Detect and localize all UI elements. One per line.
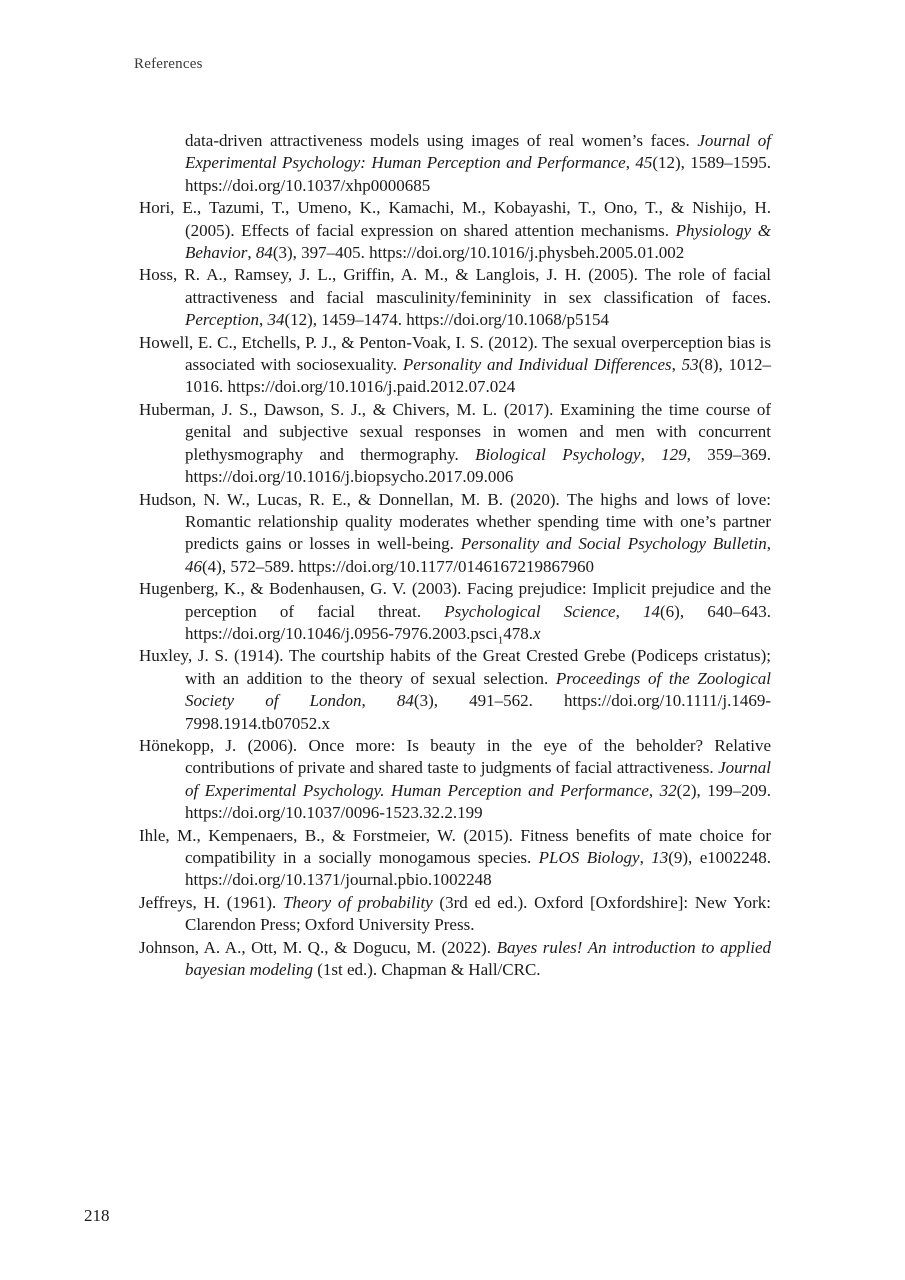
reference-entry [139, 130, 771, 197]
reference-text-run: (8), 1012–1016. https://doi.org/10.1016/j.paid.2012.07.024 [185, 355, 772, 397]
reference-text-run: Huberman, J. S., Dawson, S. J., & Chivers, M. L. (2017). Examining the time course of genital and subjective sexual responses in women and men with concurrent plethysmography and thermography. [139, 399, 771, 464]
reference-entry [139, 892, 771, 937]
reference-text-run: Huxley, J. S. (1914). The courtship habits of the Great Crested Grebe (Podiceps cristatus); with an addition to the theory of sexual selection. [139, 646, 771, 688]
reference-italic-run: Physiology & Behavior [185, 220, 771, 263]
reference-text-run: (9), e1002248. https://doi.org/10.1371/journal.pbio.1002248 [185, 848, 772, 890]
reference-text-run: , [766, 534, 771, 554]
reference-entry [139, 332, 771, 399]
reference-entry [139, 489, 771, 579]
reference-italic-run: PLOS Biology [538, 848, 640, 867]
reference-entry [139, 735, 771, 825]
reference-italic-run: Personality and Individual Differences [402, 355, 672, 375]
reference-text-run: (4), 572–589. https://doi.org/10.1177/0146167219867960 [202, 556, 594, 576]
reference-text-run: , [247, 243, 256, 263]
reference-italic-run: Proceedings of the Zoological Society of London [185, 668, 771, 711]
reference-text-run: data-driven attractiveness models using images of real women’s faces. [185, 131, 698, 150]
reference-text-run: Hugenberg, K., & Bodenhausen, G. V. (2003). Facing prejudice: Implicit prejudice and the perception of facial threat. [139, 579, 771, 621]
page-number: 218 [84, 1206, 110, 1225]
reference-subscript-run: 1 [497, 634, 504, 647]
reference-text-run: , [258, 310, 268, 330]
reference-italic-run: 32 [659, 780, 677, 800]
reference-text-run: (2), 199–209. https://doi.org/10.1037/0096-1523.32.2.199 [185, 780, 772, 823]
reference-text-run: (6), 640–643. https://doi.org/10.1046/j.0956-7976.2003.psci [185, 601, 771, 643]
reference-italic-run: 129 [661, 444, 687, 464]
reference-italic-run: Biological Psychology [475, 444, 641, 464]
reference-text-run: Hori, E., Tazumi, T., Umeno, K., Kamachi, M., Kobayashi, T., Ono, T., & Nishijo, H. (2005). Effects of facial expression on shared attention mechanisms. [139, 198, 771, 240]
reference-text-run: Howell, E. C., Etchells, P. J., & Penton-Voak, I. S. (2012). The sexual overperception bias is associated with sociosexuality. [139, 332, 771, 375]
reference-text-run: (1st ed.). Chapman & Hall/CRC. [312, 960, 541, 980]
running-header: References [134, 56, 203, 72]
reference-text-run: (3rd ed ed.). Oxford [Oxfordshire]: New York: Clarendon Press; Oxford University Press. [185, 892, 771, 935]
reference-text-run: , [639, 848, 652, 867]
reference-text-run: Johnson, A. A., Ott, M. Q., & Dogucu, M. (2022). [139, 937, 497, 957]
reference-text-run: 478. [503, 623, 534, 643]
reference-text-run: (3), 491–562. https://doi.org/10.1111/j.1469-7998.1914.tb07052.x [185, 691, 772, 733]
reference-italic-run: 14 [643, 601, 661, 621]
reference-entry [139, 578, 771, 645]
reference-entry [139, 197, 771, 264]
reference-text-run: , [671, 355, 682, 375]
reference-italic-run: 84 [255, 243, 273, 263]
reference-italic-run: 84 [396, 691, 414, 711]
reference-text-run: (12), 1589–1595. https://doi.org/10.1037/xhp0000685 [185, 153, 771, 195]
reference-text-run: Hoss, R. A., Ramsey, J. L., Griffin, A. M., & Langlois, J. H. (2005). The role of facial attractiveness and facial masculinity/femininity in sex classification of faces. [139, 265, 771, 307]
reference-entry [139, 937, 771, 982]
reference-italic-run: 13 [651, 848, 669, 867]
reference-italic-run: 34 [267, 310, 285, 330]
reference-entry [139, 645, 771, 735]
reference-text-run: , [615, 601, 644, 621]
reference-text-run: , [625, 153, 636, 173]
reference-text-run: (12), 1459–1474. https://doi.org/10.1068/p5154 [284, 310, 610, 330]
reference-italic-run: 53 [681, 355, 699, 375]
reference-italic-run: Journal of Experimental Psychology. Human Perception and Performance [185, 758, 771, 800]
reference-italic-run: 45 [635, 153, 653, 173]
reference-text-run: Ihle, M., Kempenaers, B., & Forstmeier, W. (2015). Fitness benefits of mate choice for compatibility in a socially monogamous species. [139, 825, 771, 867]
reference-italic-run: 46 [185, 556, 202, 576]
reference-text-run: Hönekopp, J. (2006). Once more: Is beauty in the eye of the beholder? Relative contributions of private and shared taste to judgments of facial attractiveness. [139, 735, 771, 778]
reference-entry [139, 399, 771, 489]
reference-italic-run: Personality and Social Psychology Bulletin [460, 534, 767, 554]
reference-entry [139, 264, 771, 331]
reference-text-run: , [361, 691, 397, 711]
reference-entry [139, 825, 771, 892]
reference-italic-run: Journal of Experimental Psychology: Human Perception and Performance [185, 131, 772, 173]
reference-text-run: Jeffreys, H. (1961). [139, 892, 283, 912]
reference-italic-run: Bayes rules! An introduction to applied bayesian modeling [185, 937, 771, 980]
reference-italic-run: Perception [185, 310, 259, 330]
reference-text-run: , 359–369. https://doi.org/10.1016/j.biopsycho.2017.09.006 [185, 444, 771, 487]
reference-italic-run: Theory of probability [282, 892, 433, 912]
reference-text-run: Hudson, N. W., Lucas, R. E., & Donnellan, M. B. (2020). The highs and lows of love: Romantic relationship quality moderates whether spending time with one’s partner predicts gains or losses in well-being. [139, 489, 771, 554]
reference-text-run: , [648, 780, 660, 800]
references-list [139, 130, 771, 981]
reference-italic-run: Psychological Science [444, 601, 616, 621]
reference-text-run: , [640, 444, 662, 464]
reference-italic-run: x [533, 623, 541, 643]
reference-text-run: (3), 397–405. https://doi.org/10.1016/j.physbeh.2005.01.002 [272, 243, 685, 263]
